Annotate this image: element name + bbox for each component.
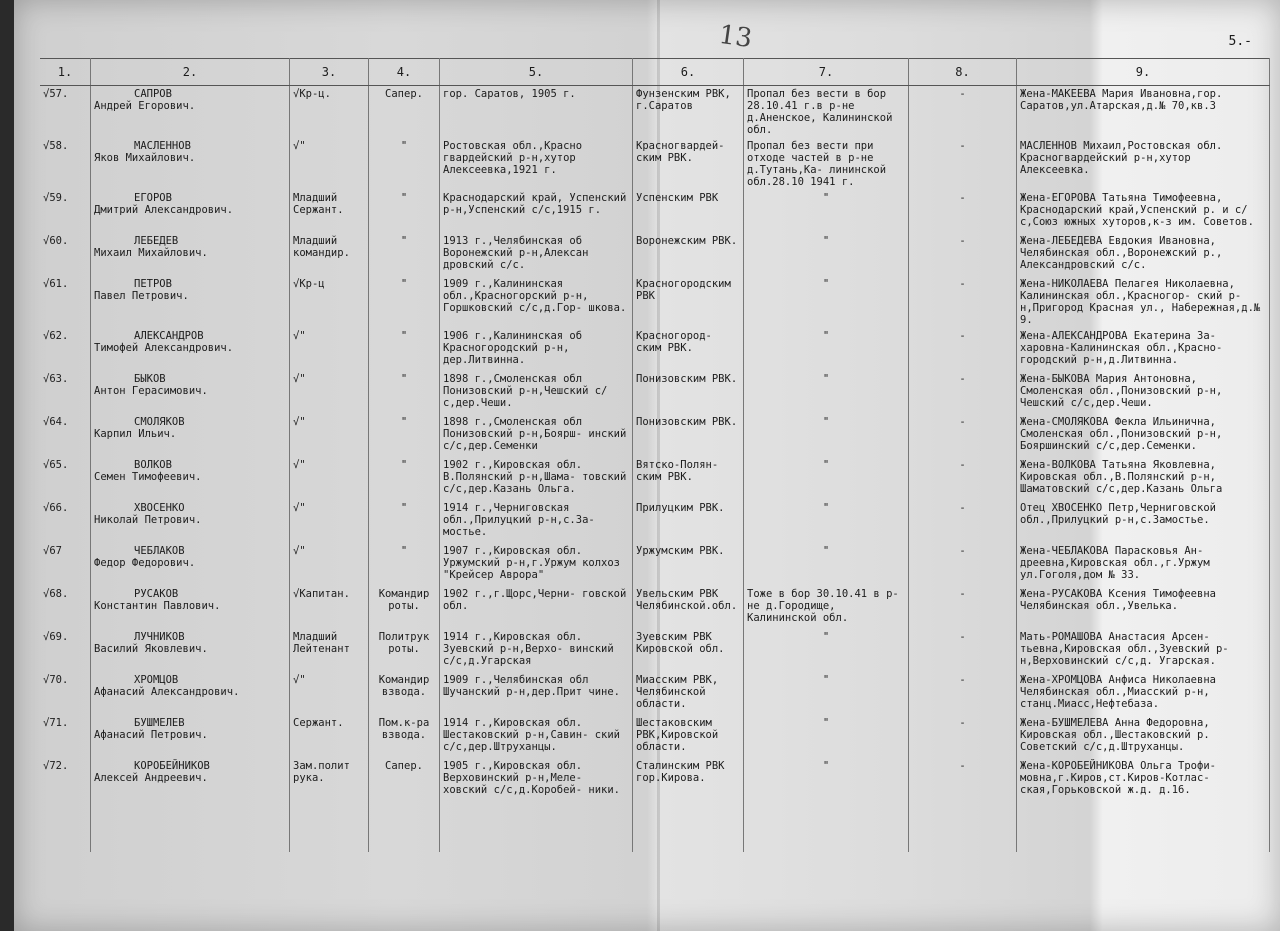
given-names: Василий Яковлевич.	[94, 643, 208, 655]
date: -	[909, 138, 1017, 190]
relatives: МАСЛЕННОВ Михаил,Ростовская обл. Красногвардейский р-н,хутор Алексеевка.	[1017, 138, 1270, 190]
birthplace-year: 1909 г.,Калининская обл.,Красногорский р-н, Горшковский с/с,д.Гор- шкова.	[440, 276, 633, 328]
given-names: Антон Герасимович.	[94, 385, 208, 397]
surname: СМОЛЯКОВ	[134, 416, 185, 428]
table-row	[40, 543, 1270, 586]
fate: "	[744, 457, 909, 500]
column-header-9: 9.	[1017, 59, 1270, 86]
column-header-2: 2.	[91, 59, 290, 86]
given-names: Михаил Михайлович.	[94, 247, 208, 259]
draft-office: Успенским РВК	[633, 190, 744, 233]
fate: "	[744, 371, 909, 414]
table-row	[40, 371, 1270, 414]
date: -	[909, 276, 1017, 328]
rank: √"	[290, 543, 369, 586]
table-row	[40, 86, 1270, 139]
birthplace-year: 1907 г.,Кировская обл. Уржумский р-н,г.Уржум колхоз "Крейсер Аврора"	[440, 543, 633, 586]
birthplace-year: 1898 г.,Смоленская обл Понизовский р-н,Боярш- инский с/с,дер.Семенки	[440, 414, 633, 457]
given-names: Андрей Егорович.	[94, 100, 196, 112]
table-body	[40, 86, 1270, 853]
position: "	[369, 543, 440, 586]
date: -	[909, 190, 1017, 233]
table-row	[40, 328, 1270, 371]
row-number: √65.	[40, 457, 91, 500]
birthplace-year: 1906 г.,Калининская об Красногородский р-н, дер.Литвинна.	[440, 328, 633, 371]
column-header-7: 7.	[744, 59, 909, 86]
draft-office: Уржумским РВК.	[633, 543, 744, 586]
fate: Пропал без вести в бор 28.10.41 г.в р-не д.Аненское, Калининской обл.	[744, 86, 909, 139]
date: -	[909, 500, 1017, 543]
full-name	[91, 414, 290, 457]
draft-office: Сталинским РВК гор.Кирова.	[633, 758, 744, 852]
draft-office: Красногород- ским РВК.	[633, 328, 744, 371]
row-number: √69.	[40, 629, 91, 672]
relatives: Жена-НИКОЛАЕВА Пелагея Николаевна, Калининская обл.,Красногор- ский р-н,Пригород Красная ул., Набережная,д.№ 9.	[1017, 276, 1270, 328]
position: "	[369, 457, 440, 500]
draft-office: Миасским РВК, Челябинской области.	[633, 672, 744, 715]
birthplace-year: 1902 г.,г.Щорс,Черни- говской обл.	[440, 586, 633, 629]
draft-office: Воронежским РВК.	[633, 233, 744, 276]
birthplace-year: 1914 г.,Кировская обл. Зуевский р-н,Верхо- винский с/с,д.Угарская	[440, 629, 633, 672]
surname: САПРОВ	[134, 88, 172, 100]
rank: √"	[290, 414, 369, 457]
column-header-1: 1.	[40, 59, 91, 86]
row-number: √71.	[40, 715, 91, 758]
table-row	[40, 715, 1270, 758]
row-number: √68.	[40, 586, 91, 629]
surname: ХРОМЦОВ	[134, 674, 179, 686]
rank: √"	[290, 371, 369, 414]
relatives: Мать-РОМАШОВА Анастасия Арсен- тьевна,Кировская обл.,Зуевский р-н,Верховинский с/с,д. Угарская.	[1017, 629, 1270, 672]
fate: "	[744, 715, 909, 758]
given-names: Карпил Ильич.	[94, 428, 177, 440]
given-names: Тимофей Александрович.	[94, 342, 234, 354]
full-name	[91, 371, 290, 414]
surname: ЛЕБЕДЕВ	[134, 235, 179, 247]
rank: √Кр-ц.	[290, 86, 369, 139]
date: -	[909, 86, 1017, 139]
relatives: Жена-МАКЕЕВА Мария Ивановна,гор. Саратов,ул.Атарская,д.№ 70,кв.3	[1017, 86, 1270, 139]
fate: Пропал без вести при отходе частей в р-не д.Тутань,Ка- лининской обл.28.10 1941 г.	[744, 138, 909, 190]
table-row	[40, 457, 1270, 500]
surname: БЫКОВ	[134, 373, 166, 385]
fate: "	[744, 328, 909, 371]
birthplace-year: Краснодарский край, Успенский р-н,Успенский с/с,1915 г.	[440, 190, 633, 233]
position: "	[369, 371, 440, 414]
column-header-3: 3.	[290, 59, 369, 86]
position: "	[369, 328, 440, 371]
rank: √"	[290, 457, 369, 500]
date: -	[909, 414, 1017, 457]
position: "	[369, 414, 440, 457]
row-number: √66.	[40, 500, 91, 543]
date: -	[909, 543, 1017, 586]
position: Командир роты.	[369, 586, 440, 629]
date: -	[909, 233, 1017, 276]
given-names: Алексей Андреевич.	[94, 772, 208, 784]
date: -	[909, 328, 1017, 371]
position: "	[369, 138, 440, 190]
table-row	[40, 629, 1270, 672]
row-number: √59.	[40, 190, 91, 233]
rank: √"	[290, 138, 369, 190]
relatives: Жена-ЧЕБЛАКОВА Парасковья Ан- дреевна,Кировская обл.,г.Уржум ул.Гоголя,дом № 33.	[1017, 543, 1270, 586]
draft-office: Понизовским РВК.	[633, 414, 744, 457]
date: -	[909, 672, 1017, 715]
rank: √"	[290, 500, 369, 543]
table-row	[40, 276, 1270, 328]
relatives: Жена-БЫКОВА Мария Антоновна, Смоленская обл.,Понизовский р-н, Чешский с/с,дер.Чеши.	[1017, 371, 1270, 414]
rank: √Капитан.	[290, 586, 369, 629]
birthplace-year: 1914 г.,Кировская обл. Шестаковский р-н,Савин- ский с/с,дер.Штруханцы.	[440, 715, 633, 758]
fate: "	[744, 233, 909, 276]
row-number: √58.	[40, 138, 91, 190]
surname: ВОЛКОВ	[134, 459, 172, 471]
surname: ЕГОРОВ	[134, 192, 172, 204]
rank: √"	[290, 328, 369, 371]
row-number: √60.	[40, 233, 91, 276]
draft-office: Понизовским РВК.	[633, 371, 744, 414]
position: Командир взвода.	[369, 672, 440, 715]
given-names: Афанасий Александрович.	[94, 686, 240, 698]
surname: ХВОСЕНКО	[134, 502, 185, 514]
given-names: Афанасий Петрович.	[94, 729, 208, 741]
full-name	[91, 190, 290, 233]
fate: "	[744, 629, 909, 672]
table-row	[40, 190, 1270, 233]
given-names: Николай Петрович.	[94, 514, 202, 526]
full-name	[91, 328, 290, 371]
relatives: Жена-БУШМЕЛЕВА Анна Федоровна, Кировская обл.,Шестаковский р. Советский с/с,д.Штруханцы.	[1017, 715, 1270, 758]
surname: МАСЛЕННОВ	[134, 140, 191, 152]
relatives: Жена-ЛЕБЕДЕВА Евдокия Ивановна, Челябинская обл.,Воронежский р., Александровский с/с.	[1017, 233, 1270, 276]
date: -	[909, 629, 1017, 672]
position: "	[369, 276, 440, 328]
full-name	[91, 276, 290, 328]
rank: Младший Сержант.	[290, 190, 369, 233]
relatives: Жена-ХРОМЦОВА Анфиса Николаевна Челябинская обл.,Миасский р-н, станц.Миасс,Нефтебаза.	[1017, 672, 1270, 715]
column-header-6: 6.	[633, 59, 744, 86]
draft-office: Красногородским РВК	[633, 276, 744, 328]
date: -	[909, 586, 1017, 629]
relatives: Жена-РУСАКОВА Ксения Тимофеевна Челябинская обл.,Увелька.	[1017, 586, 1270, 629]
given-names: Дмитрий Александрович.	[94, 204, 234, 216]
birthplace-year: 1914 г.,Черниговская обл.,Прилуцкий р-н,с.За- мостье.	[440, 500, 633, 543]
position: "	[369, 233, 440, 276]
fate: "	[744, 543, 909, 586]
given-names: Константин Павлович.	[94, 600, 221, 612]
fate: "	[744, 276, 909, 328]
relatives: Жена-ВОЛКОВА Татьяна Яковлевна, Кировская обл.,В.Полянский р-н, Шаматовский с/с,дер.Казань Ольга	[1017, 457, 1270, 500]
page-number: 5.-	[1228, 34, 1252, 49]
position: Сапер.	[369, 86, 440, 139]
fate: "	[744, 758, 909, 852]
birthplace-year: Ростовская обл.,Красно гвардейский р-н,хутор Алексеевка,1921 г.	[440, 138, 633, 190]
table-row	[40, 414, 1270, 457]
draft-office: Шестаковским РВК,Кировской области.	[633, 715, 744, 758]
rank: Младший Лейтенант	[290, 629, 369, 672]
surname: БУШМЕЛЕВ	[134, 717, 185, 729]
relatives: Жена-КОРОБЕЙНИКОВА Ольга Трофи- мовна,г.Киров,ст.Киров-Котлас- ская,Горьковской ж.д. д.16.	[1017, 758, 1270, 852]
given-names: Федор Федорович.	[94, 557, 196, 569]
full-name	[91, 457, 290, 500]
position: Пом.к-ра взвода.	[369, 715, 440, 758]
position: "	[369, 500, 440, 543]
birthplace-year: 1909 г.,Челябинская обл Шучанский р-н,дер.Прит чине.	[440, 672, 633, 715]
full-name	[91, 86, 290, 139]
birthplace-year: 1905 г.,Кировская обл. Верховинский р-н,Меле- ховский с/с,д.Коробей- ники.	[440, 758, 633, 852]
draft-office: Фунзенским РВК, г.Саратов	[633, 86, 744, 139]
relatives: Жена-АЛЕКСАНДРОВА Екатерина За- харовна-Калининская обл.,Красно- городский р-н,д.Литвинна.	[1017, 328, 1270, 371]
fate: "	[744, 190, 909, 233]
draft-office: Увельским РВК Челябинской.обл.	[633, 586, 744, 629]
column-header-5: 5.	[440, 59, 633, 86]
surname: РУСАКОВ	[134, 588, 179, 600]
date: -	[909, 758, 1017, 852]
relatives: Жена-ЕГОРОВА Татьяна Тимофеевна, Краснодарский край,Успенский р. и с/с,Союз южных хуторов,к-з им. Советов.	[1017, 190, 1270, 233]
fate: "	[744, 500, 909, 543]
row-number: √63.	[40, 371, 91, 414]
birthplace-year: 1913 г.,Челябинская об Воронежский р-н,Алексан дровский с/с.	[440, 233, 633, 276]
draft-office: Красногвардей- ским РВК.	[633, 138, 744, 190]
table-row	[40, 138, 1270, 190]
position: Политрук роты.	[369, 629, 440, 672]
table-row	[40, 586, 1270, 629]
row-number: √62.	[40, 328, 91, 371]
given-names: Яков Михайлович.	[94, 152, 196, 164]
surname: АЛЕКСАНДРОВ	[134, 330, 204, 342]
birthplace-year: гор. Саратов, 1905 г.	[440, 86, 633, 139]
row-number: √61.	[40, 276, 91, 328]
birthplace-year: 1898 г.,Смоленская обл Понизовский р-н,Чешский с/с,дер.Чеши.	[440, 371, 633, 414]
full-name	[91, 138, 290, 190]
surname: ЧЕБЛАКОВ	[134, 545, 185, 557]
surname: ЛУЧНИКОВ	[134, 631, 185, 643]
row-number: √67	[40, 543, 91, 586]
casualty-table	[40, 58, 1270, 852]
row-number: √72.	[40, 758, 91, 852]
row-number: √64.	[40, 414, 91, 457]
relatives: Отец ХВОСЕНКО Петр,Черниговской обл.,Прилуцкий р-н,с.Замостье.	[1017, 500, 1270, 543]
date: -	[909, 371, 1017, 414]
full-name	[91, 586, 290, 629]
relatives: Жена-СМОЛЯКОВА Фекла Ильинична, Смоленская обл.,Понизовский р-н, Бояршинский с/с,дер.Семенки.	[1017, 414, 1270, 457]
fate: "	[744, 672, 909, 715]
surname: КОРОБЕЙНИКОВ	[134, 760, 210, 772]
rank: √"	[290, 672, 369, 715]
table-row	[40, 500, 1270, 543]
rank: √Кр-ц	[290, 276, 369, 328]
position: "	[369, 190, 440, 233]
fate: "	[744, 414, 909, 457]
given-names: Павел Петрович.	[94, 290, 189, 302]
column-header-row	[40, 59, 1270, 86]
column-header-8: 8.	[909, 59, 1017, 86]
draft-office: Вятско-Полян- ским РВК.	[633, 457, 744, 500]
draft-office: Прилуцким РВК.	[633, 500, 744, 543]
row-number: √70.	[40, 672, 91, 715]
full-name	[91, 672, 290, 715]
column-header-4: 4.	[369, 59, 440, 86]
full-name	[91, 629, 290, 672]
table-row	[40, 672, 1270, 715]
birthplace-year: 1902 г.,Кировская обл. В.Полянский р-н,Шама- товский с/с,дер.Казань Ольга.	[440, 457, 633, 500]
rank: Сержант.	[290, 715, 369, 758]
row-number: √57.	[40, 86, 91, 139]
surname: ПЕТРОВ	[134, 278, 172, 290]
rank: Зам.полит рука.	[290, 758, 369, 852]
position: Сапер.	[369, 758, 440, 852]
given-names: Семен Тимофеевич.	[94, 471, 202, 483]
full-name	[91, 543, 290, 586]
handwritten-number: 13	[717, 19, 755, 55]
full-name	[91, 715, 290, 758]
full-name	[91, 500, 290, 543]
full-name	[91, 758, 290, 852]
rank: Младший командир.	[290, 233, 369, 276]
full-name	[91, 233, 290, 276]
fate: Тоже в бор 30.10.41 в р-не д.Городище, Калининской обл.	[744, 586, 909, 629]
date: -	[909, 715, 1017, 758]
table-row	[40, 233, 1270, 276]
table-row	[40, 758, 1270, 852]
date: -	[909, 457, 1017, 500]
draft-office: Зуевским РВК Кировской обл.	[633, 629, 744, 672]
